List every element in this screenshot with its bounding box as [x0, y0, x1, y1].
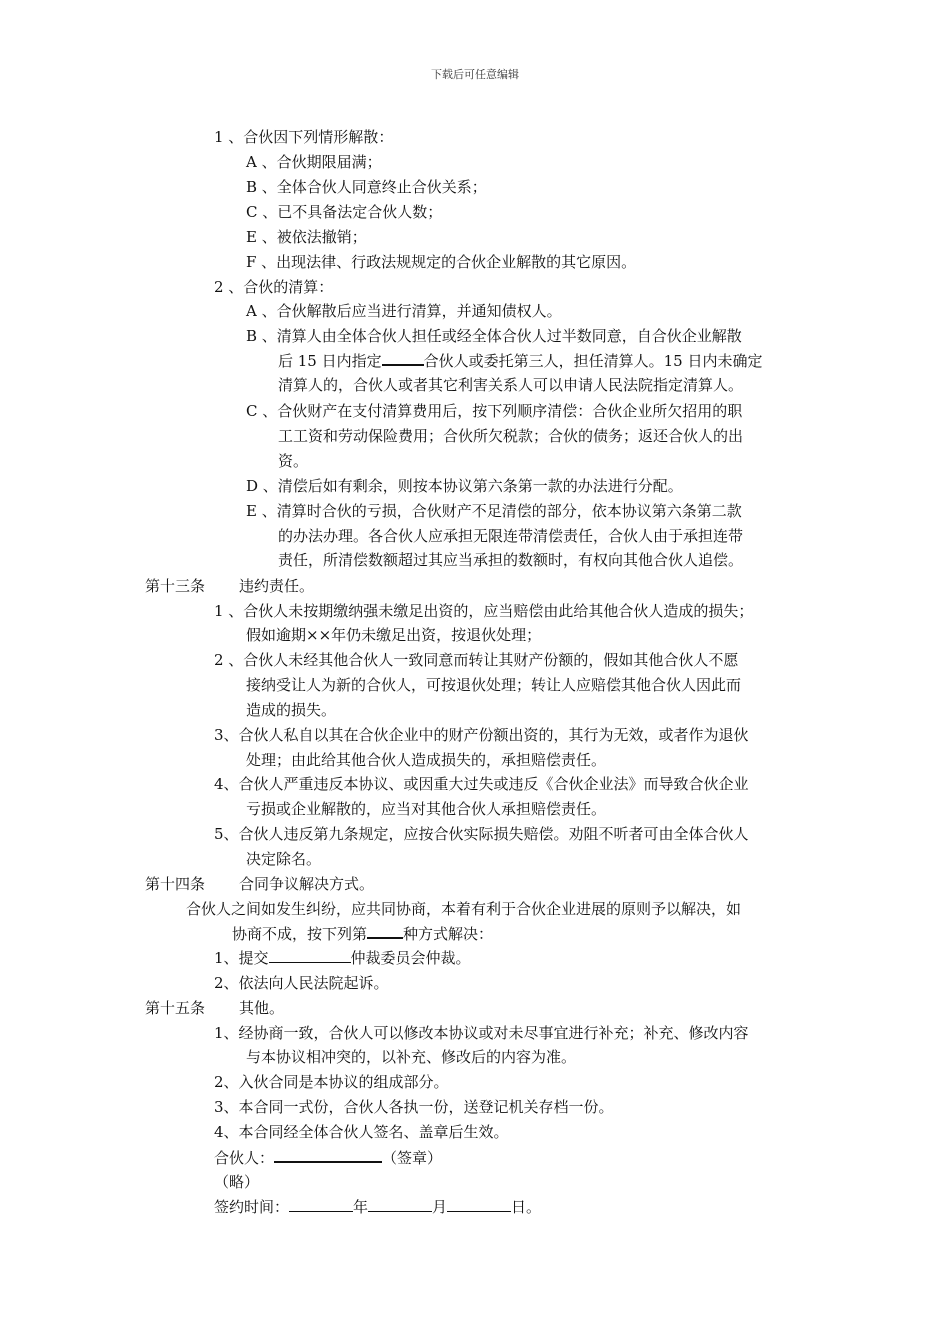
text-line — [278, 525, 743, 547]
line-text: （签章） — [382, 1149, 443, 1167]
text-line — [214, 1196, 541, 1218]
line-text: 合伙人或委托第三人，担任清算人。15 日内未确定 — [423, 352, 763, 370]
line-text: 种方式解决： — [403, 925, 494, 943]
line-text: 2、依法向人民法院起诉。 — [214, 974, 389, 992]
text-line — [214, 1071, 449, 1093]
line-text: 合同争议解决方式。 — [239, 875, 375, 893]
text-line — [278, 549, 743, 571]
line-text: B 、全体合伙人同意终止合伙关系； — [246, 178, 487, 196]
line-text: 第十四条 — [145, 875, 206, 893]
line-text: 1、提交 — [214, 949, 269, 967]
line-text: （略） — [214, 1173, 260, 1191]
text-line — [246, 201, 442, 223]
text-line — [246, 848, 321, 870]
line-text: 第十三条 — [145, 577, 206, 595]
line-text: 处理；由此给其他合伙人造成损失的，承担赔偿责任。 — [246, 751, 607, 769]
fill-in-blank — [274, 1146, 382, 1163]
line-text: B 、清算人由全体合伙人担任或经全体合伙人过半数同意，自合伙企业解散 — [246, 327, 742, 345]
line-text: 假如逾期××年仍未缴足出资，按退伙处理； — [246, 626, 542, 644]
fill-in-blank — [447, 1196, 511, 1212]
line-text: 决定除名。 — [246, 850, 322, 868]
fill-in-blank — [368, 1196, 432, 1212]
text-line — [214, 276, 333, 298]
line-text: 责任，所清偿数额超过其应当承担的数额时，有权向其他合伙人追偿。 — [278, 551, 744, 569]
text-line — [214, 1096, 614, 1118]
line-text: 清算人的，合伙人或者其它利害关系人可以申请人民法院指定清算人。 — [278, 376, 744, 394]
text-line — [214, 947, 471, 969]
text-line — [214, 1146, 442, 1169]
text-line — [214, 773, 749, 795]
line-text: 日。 — [511, 1198, 542, 1216]
text-line — [214, 1171, 259, 1193]
text-line — [246, 674, 741, 696]
line-text: 违约责任。 — [239, 577, 315, 595]
line-text: C 、合伙财产在支付清算费用后，按下列顺序清偿：合伙企业所欠招用的职 — [246, 402, 743, 420]
fill-in-blank — [382, 349, 424, 366]
line-text: E 、被依法撤销； — [246, 228, 367, 246]
fill-in-blank — [269, 947, 351, 963]
text-line — [214, 823, 749, 845]
page-header: 下载后可任意编辑 — [431, 68, 519, 81]
line-text: F 、出现法律、行政法规规定的合伙企业解散的其它原因。 — [246, 253, 637, 271]
line-text: 4、合伙人严重违反本协议、或因重大过失或违反《合伙企业法》而导致合伙企业 — [214, 775, 749, 793]
line-text: 第十五条 — [145, 999, 206, 1017]
line-text: 2、入伙合同是本协议的组成部分。 — [214, 1073, 449, 1091]
line-text: 工工资和劳动保险费用；合伙所欠税款；合伙的债务；返还合伙人的出 — [278, 427, 744, 445]
text-line — [145, 873, 374, 895]
text-line — [232, 922, 493, 945]
text-line — [214, 600, 753, 622]
line-text: 2 、合伙的清算： — [214, 278, 334, 296]
text-line — [145, 575, 314, 597]
text-line — [214, 972, 389, 994]
text-line — [214, 1022, 749, 1044]
line-text: 合伙人： — [214, 1149, 275, 1167]
line-text: D 、清偿后如有剩余，则按本协议第六条第一款的办法进行分配。 — [246, 477, 683, 495]
line-text: 2 、合伙人未经其他合伙人一致同意而转让其财产份额的，假如其他合伙人不愿 — [214, 651, 739, 669]
line-text: 与本协议相冲突的，以补充、修改后的内容为准。 — [246, 1048, 577, 1066]
text-line — [278, 374, 743, 396]
fill-in-blank — [289, 1196, 353, 1212]
line-text: 1 、合伙因下列情形解散： — [214, 128, 394, 146]
text-line — [246, 798, 606, 820]
text-line — [246, 176, 487, 198]
line-text: 仲裁委员会仲裁。 — [350, 949, 471, 967]
text-line — [278, 349, 762, 372]
text-line — [214, 1121, 509, 1143]
line-text: 后 15 日内指定 — [278, 352, 382, 370]
text-line — [246, 500, 742, 522]
text-line — [246, 624, 541, 646]
line-text: 1、经协商一致，合伙人可以修改本协议或对未尽事宜进行补充；补充、修改内容 — [214, 1024, 749, 1042]
text-line — [246, 251, 636, 273]
text-line — [246, 151, 382, 173]
line-text: 3、合伙人私自以其在合伙企业中的财产份额出资的，其行为无效，或者作为退伙 — [214, 726, 749, 744]
line-text: 接纳受让人为新的合伙人，可按退伙处理；转让人应赔偿其他合伙人因此而 — [246, 676, 742, 694]
line-text: 签约时间： — [214, 1198, 290, 1216]
text-line — [278, 425, 743, 447]
line-text: A 、合伙解散后应当进行清算，并通知债权人。 — [246, 302, 562, 320]
line-text: C 、已不具备法定合伙人数； — [246, 203, 443, 221]
line-text: 亏损或企业解散的，应当对其他合伙人承担赔偿责任。 — [246, 800, 607, 818]
line-text: 合伙人之间如发生纠纷，应共同协商，本着有利于合伙企业进展的原则予以解决，如 — [186, 900, 742, 918]
line-text: 3、本合同一式份，合伙人各执一份，送登记机关存档一份。 — [214, 1098, 614, 1116]
text-line — [214, 126, 393, 148]
text-line — [246, 699, 336, 721]
text-line — [246, 226, 367, 248]
text-line — [246, 749, 606, 771]
text-line — [246, 475, 683, 497]
line-text: 5、合伙人违反第九条规定，应按合伙实际损失赔偿。劝阻不听者可由全体合伙人 — [214, 825, 749, 843]
text-line — [145, 997, 284, 1019]
text-line — [246, 400, 742, 422]
text-line — [246, 300, 562, 322]
text-line — [278, 450, 308, 472]
line-text: 年 — [353, 1198, 369, 1216]
fill-in-blank — [367, 922, 403, 939]
text-line — [214, 724, 749, 746]
line-text: 资。 — [278, 452, 309, 470]
text-line — [186, 898, 741, 920]
line-text: 协商不成，按下列第 — [232, 925, 368, 943]
text-line — [246, 325, 742, 347]
text-line — [214, 649, 738, 671]
line-text: E 、清算时合伙的亏损，合伙财产不足清偿的部分，依本协议第六条第二款 — [246, 502, 742, 520]
line-text: A 、合伙期限届满； — [246, 153, 382, 171]
text-line — [246, 1046, 576, 1068]
line-text: 其他。 — [239, 999, 285, 1017]
line-text: 造成的损失。 — [246, 701, 337, 719]
line-text: 的办法办理。各合伙人应承担无限连带清偿责任，合伙人由于承担连带 — [278, 527, 744, 545]
line-text: 1 、合伙人未按期缴纳强未缴足出资的，应当赔偿由此给其他合伙人造成的损失； — [214, 602, 754, 620]
line-text: 月 — [432, 1198, 448, 1216]
line-text: 4、本合同经全体合伙人签名、盖章后生效。 — [214, 1123, 509, 1141]
